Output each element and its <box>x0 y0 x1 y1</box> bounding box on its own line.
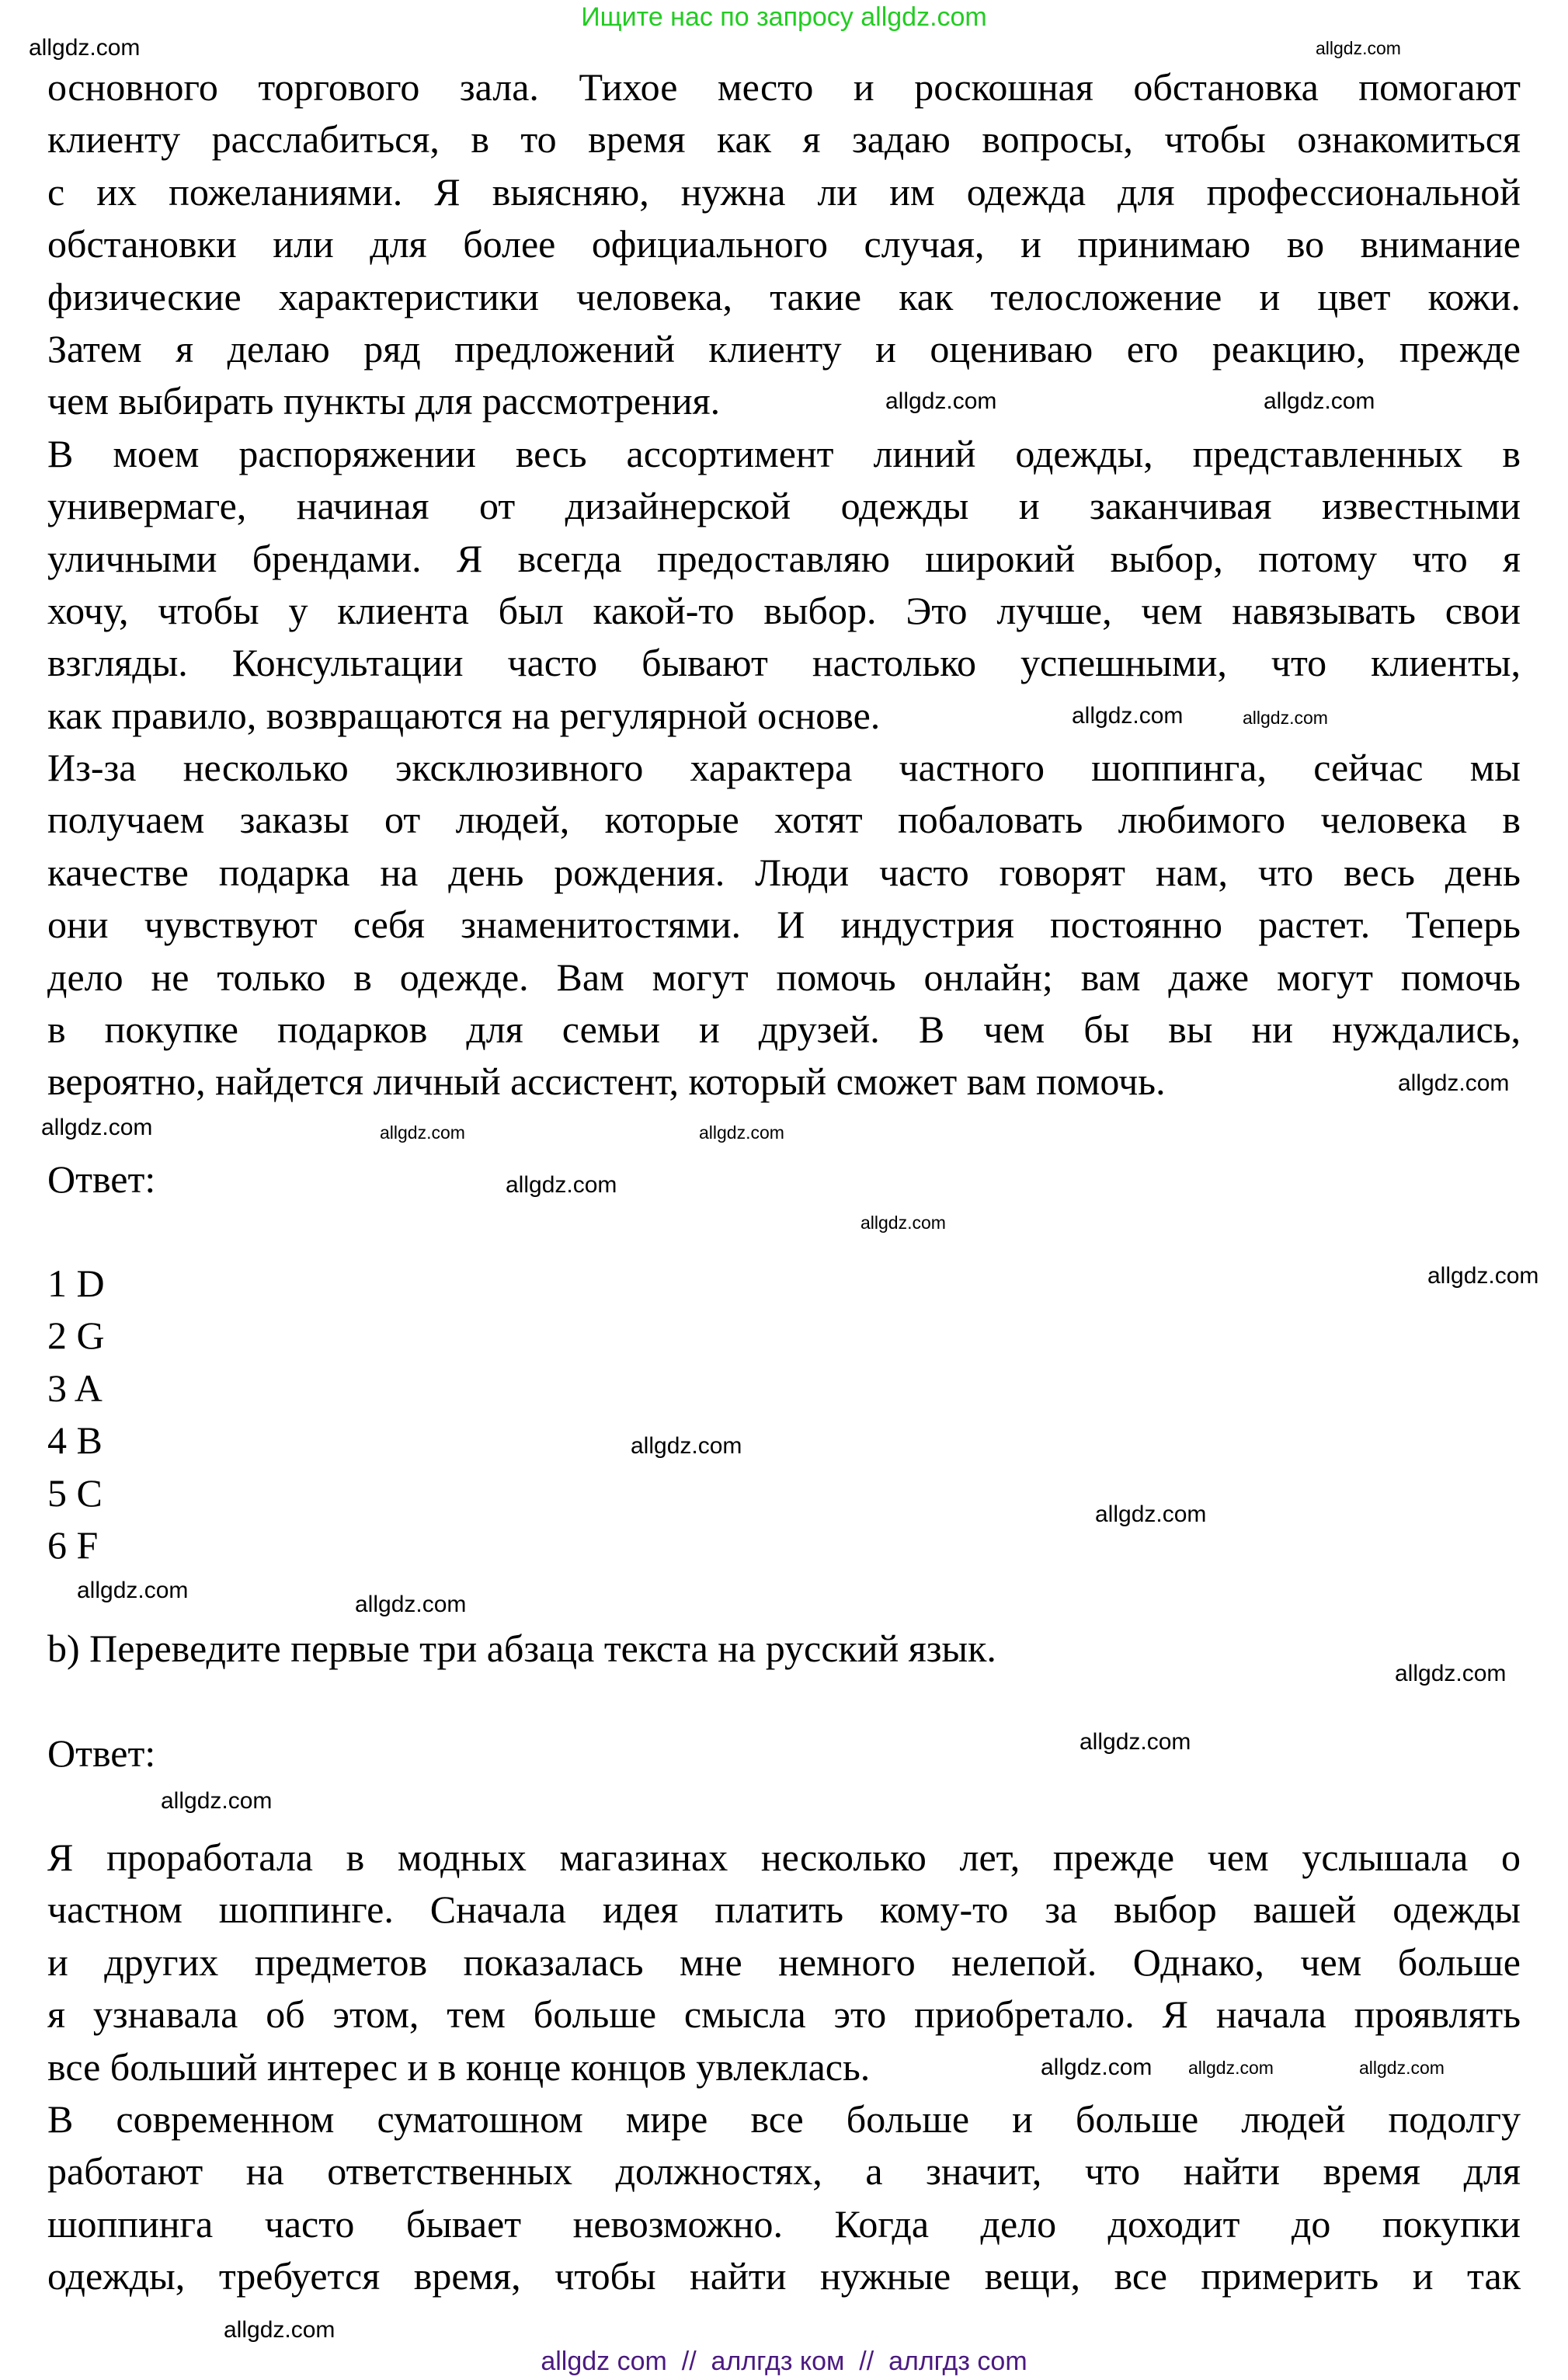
answer-item: 3 A <box>47 1366 103 1410</box>
text-block-2 <box>47 1832 1521 2303</box>
text-line: качестве подарка на день рождения. Люди часто говорят нам, что весь день <box>47 850 1521 894</box>
text-line: в покупке подарков для семьи и друзей. В чем бы вы ни нуждались, <box>47 1007 1521 1052</box>
text-line: как правило, возвращаются на регулярной основе. <box>47 693 881 737</box>
text-line: обстановки или для более официального случая, и принимаю во внимание <box>47 222 1521 266</box>
watermark: allgdz.com <box>1427 1263 1539 1289</box>
text-line: В моем распоряжении весь ассортимент линий одежды, представленных в <box>47 431 1521 475</box>
watermark: allgdz.com <box>860 1213 946 1233</box>
watermark: allgdz.com <box>161 1788 273 1814</box>
watermark: allgdz.com <box>1188 2058 1274 2078</box>
watermark: allgdz.com <box>1243 708 1328 728</box>
watermark: allgdz.com <box>380 1122 465 1143</box>
text-line: частном шоппинге. Сначала идея платить кому-то за выбор вашей одежды <box>47 1888 1521 1932</box>
text-line: основного торгового зала. Тихое место и роскошная обстановка помогают <box>47 65 1521 109</box>
text-line: получаем заказы от людей, которые хотят побаловать любимого человека в <box>47 798 1521 842</box>
search-banner: Ищите нас по запросу allgdz.com <box>581 2 987 32</box>
answer-label: Ответ: <box>47 1731 156 1775</box>
watermark: allgdz.com <box>41 1115 153 1140</box>
watermark: allgdz.com <box>1072 703 1184 729</box>
answer-item: 2 G <box>47 1314 105 1358</box>
watermark: allgdz.com <box>224 2317 336 2343</box>
answer-list <box>47 1258 1521 1571</box>
text-line: взгляды. Консультации часто бывают настолько успешными, что клиенты, <box>47 641 1521 685</box>
watermark: allgdz.com <box>77 1578 189 1603</box>
watermark: allgdz.com <box>699 1122 784 1143</box>
text-line: одежды, требуется время, чтобы найти нужные вещи, все примерить и так <box>47 2254 1521 2298</box>
answer-item: 5 C <box>47 1470 103 1515</box>
watermark: allgdz.com <box>1316 38 1401 58</box>
answer-label: Ответ: <box>47 1157 156 1201</box>
answer-item: 6 F <box>47 1522 99 1567</box>
text-line: вероятно, найдется личный ассистент, который сможет вам помочь. <box>47 1060 1166 1104</box>
text-line: физические характеристики человека, такие как телосложение и цвет кожи. <box>47 274 1521 318</box>
text-line: универмаге, начиная от дизайнерской одежды и заканчивая известными <box>47 484 1521 528</box>
watermark: allgdz.com <box>29 35 141 61</box>
watermark: allgdz.com <box>1395 1661 1507 1686</box>
text-line: дело не только в одежде. Вам могут помочь онлайн; вам даже могут помочь <box>47 955 1521 999</box>
answer-item: 4 B <box>47 1418 103 1463</box>
watermark: allgdz.com <box>355 1592 467 1617</box>
text-line: работают на ответственных должностях, а значит, что найти время для <box>47 2149 1521 2194</box>
text-line: клиенту расслабиться, в то время как я задаю вопросы, чтобы ознакомиться <box>47 117 1521 162</box>
text-line: с их пожеланиями. Я выясняю, нужна ли им одежда для профессиональной <box>47 169 1521 214</box>
text-line: уличными брендами. Я всегда предоставляю широкий выбор, потому что я <box>47 536 1521 580</box>
watermark: allgdz.com <box>1041 2055 1153 2080</box>
task-b: b) Переведите первые три абзаца текста на русский язык. <box>47 1627 996 1670</box>
watermark: allgdz.com <box>1080 1729 1191 1755</box>
text-line: шоппинга часто бывает невозможно. Когда дело доходит до покупки <box>47 2201 1521 2246</box>
watermark: allgdz.com <box>1264 388 1375 414</box>
footer-links: allgdz com // аллгдз ком // аллгдз com <box>541 2347 1027 2376</box>
watermark: allgdz.com <box>1095 1501 1207 1527</box>
answer-item: 1 D <box>47 1261 105 1305</box>
text-line: я узнавала об этом, тем больше смысла это приобретало. Я начала проявлять <box>47 1992 1521 2037</box>
text-line: Из-за несколько эксклюзивного характера частного шоппинга, сейчас мы <box>47 746 1521 790</box>
text-line: В современном суматошном мире все больше и больше людей подолгу <box>47 2096 1521 2141</box>
text-line: все больший интерес и в конце концов увлеклась. <box>47 2044 871 2089</box>
text-line: Затем я делаю ряд предложений клиенту и оцениваю его реакцию, прежде <box>47 326 1521 371</box>
watermark: allgdz.com <box>506 1172 617 1198</box>
watermark: allgdz.com <box>631 1433 742 1459</box>
watermark: allgdz.com <box>1359 2058 1445 2078</box>
text-line: хочу, чтобы у клиента был какой-то выбор. Это лучше, чем навязывать свои <box>47 588 1521 632</box>
text-block-1 <box>47 61 1521 1108</box>
text-line: чем выбирать пункты для рассмотрения. <box>47 379 721 423</box>
text-line: они чувствуют себя знаменитостями. И индустрия постоянно растет. Теперь <box>47 903 1521 947</box>
watermark: allgdz.com <box>1398 1070 1510 1096</box>
text-line: и других предметов показалась мне немного нелепой. Однако, чем больше <box>47 1940 1521 1984</box>
watermark: allgdz.com <box>885 388 997 414</box>
text-line: Я проработала в модных магазинах несколько лет, прежде чем услышала о <box>47 1835 1521 1879</box>
